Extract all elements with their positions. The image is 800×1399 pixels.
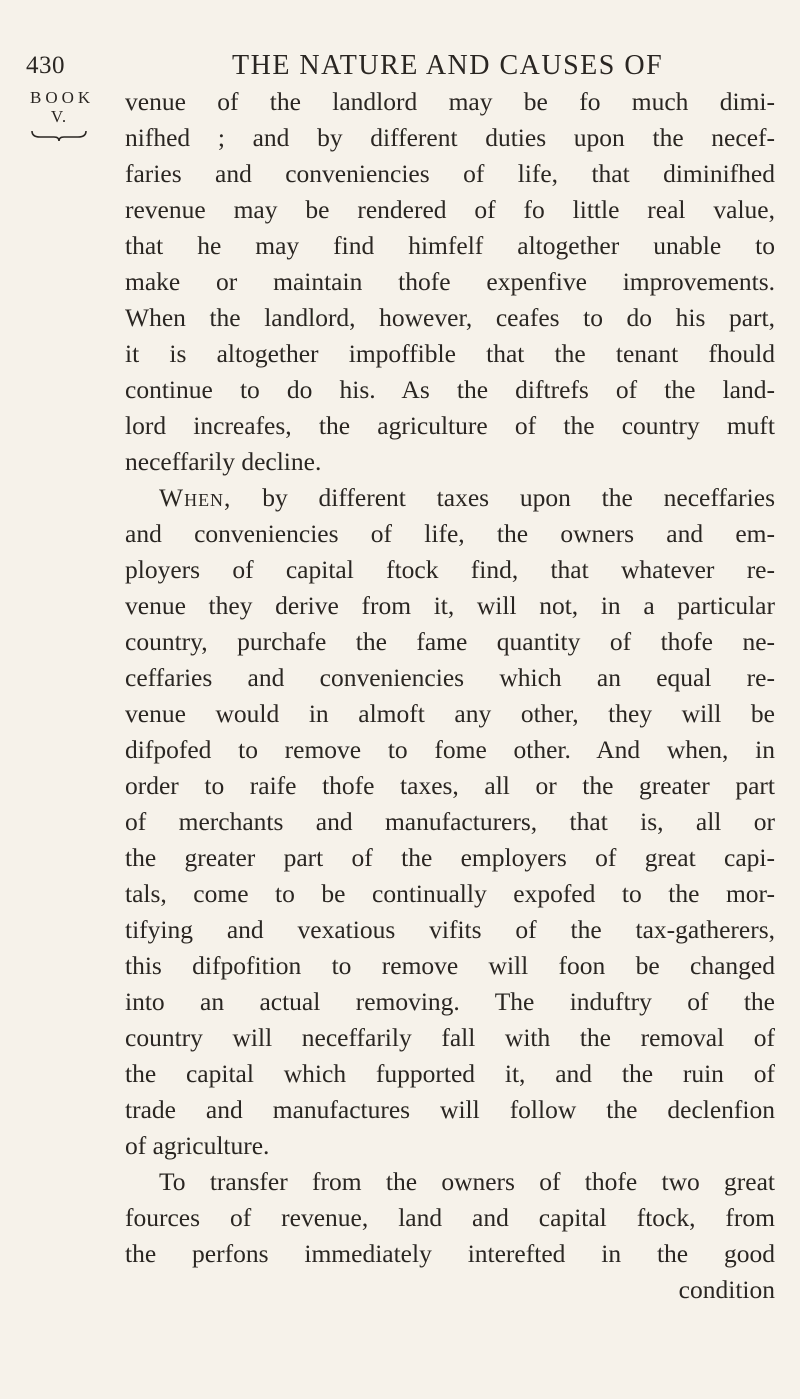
text-line: difpofed to remove to fome other. And when, in (125, 735, 775, 764)
body-text (125, 84, 775, 1308)
book-label: BOOK (30, 88, 95, 107)
text-line: venue they derive from it, will not, in a particular (125, 591, 775, 620)
text-line: country will neceffarily fall with the removal of (125, 1023, 775, 1052)
page-number: 430 (26, 52, 65, 79)
text-line: ceffaries and conveniencies which an equal re- (125, 663, 775, 692)
paragraph-opening-rest: by different taxes upon the neceffaries (231, 483, 775, 512)
text-line: revenue may be rendered of fo little real value, (125, 195, 775, 224)
text-line: order to raife thofe taxes, all or the greater part (125, 771, 775, 800)
text-line: nifhed ; and by different duties upon the necef- (125, 123, 775, 152)
text-line: neceffarily decline. (125, 447, 322, 476)
text-line: the greater part of the employers of great capi- (125, 843, 775, 872)
running-title: THE NATURE AND CAUSES OF (232, 50, 664, 81)
text-line: ployers of capital ftock find, that whatever re- (125, 555, 775, 584)
catchword: condition (678, 1275, 775, 1304)
text-line: this difpofition to remove will foon be changed (125, 951, 775, 980)
paragraph-first-word: When, (159, 483, 232, 512)
text-line: that he may find himfelf altogether unable to (125, 231, 775, 260)
text-line: tals, come to be continually expofed to the mor- (125, 879, 775, 908)
text-line: make or maintain thofe expenfive improvements. (125, 267, 775, 296)
text-line: of agriculture. (125, 1131, 270, 1160)
text-line: To transfer from the owners of thofe two great (159, 1167, 775, 1196)
text-line: it is altogether impoffible that the tenant fhould (125, 339, 775, 368)
paragraph-opening-line (125, 480, 775, 516)
text-line: lord increafes, the agriculture of the country muft (125, 411, 775, 440)
text-line: and conveniencies of life, the owners and em- (125, 519, 775, 548)
text-line: the capital which fupported it, and the ruin of (125, 1059, 775, 1088)
brace-ornament (30, 128, 88, 142)
text-line: venue would in almoft any other, they will be (125, 699, 775, 728)
text-line: When the landlord, however, ceafes to do his part, (125, 303, 775, 332)
text-line: trade and manufactures will follow the declenfion (125, 1095, 775, 1124)
margin-note (30, 88, 95, 142)
text-line: into an actual removing. The induftry of the (125, 987, 775, 1016)
text-line: the perfons immediately interefted in the good (125, 1239, 775, 1268)
text-line: tifying and vexatious vifits of the tax-gatherers, (125, 915, 775, 944)
text-line: fources of revenue, land and capital ftock, from (125, 1203, 775, 1232)
text-line: continue to do his. As the diftrefs of the land- (125, 375, 775, 404)
text-line: faries and conveniencies of life, that diminifhed (125, 159, 775, 188)
text-line: of merchants and manufacturers, that is, all or (125, 807, 775, 836)
text-line: venue of the landlord may be fo much dimi- (125, 87, 775, 116)
volume-label: V. (50, 107, 68, 126)
text-line: country, purchafe the fame quantity of thofe ne- (125, 627, 775, 656)
